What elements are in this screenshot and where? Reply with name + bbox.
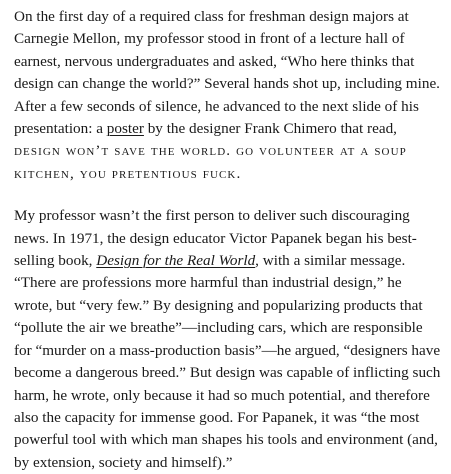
paragraph-2-text-a: My professor wasn’t the first person to deliver such discouraging news. In 1971, the design educator Victor Papanek began his best-selling book, [14,207,417,270]
poster-link[interactable]: poster [106,120,144,138]
book-title: Design for the Real World [96,252,256,270]
paragraph-2-text-b: , with a similar message. “There are professions more harmful than industrial design,” he wrote, but “very few.” By designing and popularizing products that “pollute the air we breathe”—including cars, which are responsible for “murder on a mass-production basis”—he argued, “designers have become a dangerous breed.” But design was capable of inflicting such harm, he wrote, only because it had so much potential, and therefore also the capacity for immense good. For Papanek, it was “the most powerful tool with which man shapes his tools and environment (and, by extension, society and himself).” [14,252,441,471]
paragraph-1-text-a: On the first day of a required class for freshman design majors at Carnegie Mellon, my professor stood in front of a lecture hall of earnest, nervous undergraduates and asked, “Who here thinks that design can change the world?” Several hands shot up, including mine. After a few seconds of silence, he advanced to the next slide of his presentation: a [14,8,440,138]
paragraph-2 [14,205,443,474]
book-link[interactable] [96,252,255,269]
paragraph-1 [14,6,443,185]
poster-quote: design won’t save the world. go volunteer at a soup kitchen, you pretentious fuck. [14,142,407,182]
paragraph-1-text-b: by the designer Frank Chimero that read, [143,120,397,138]
